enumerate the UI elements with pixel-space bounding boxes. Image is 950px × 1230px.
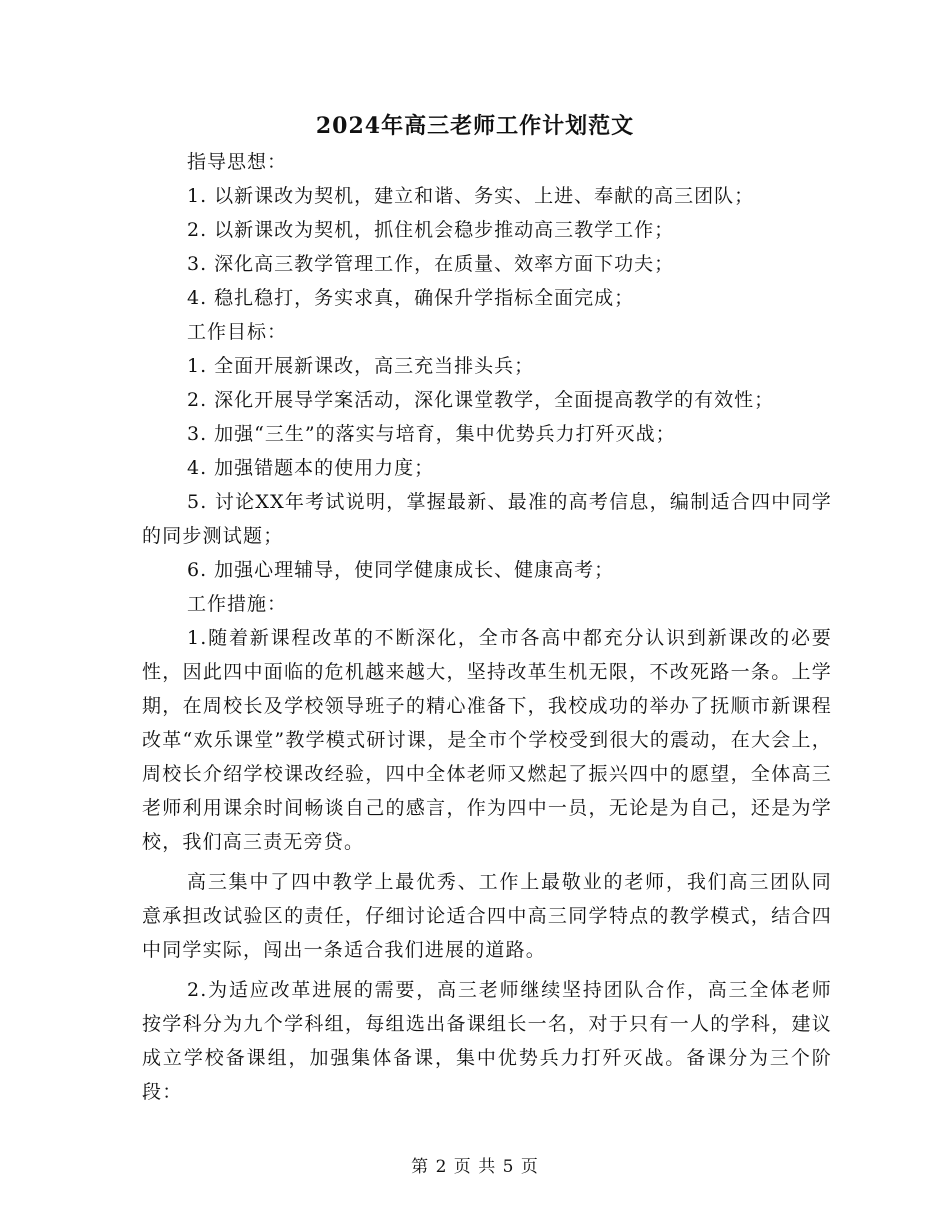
guiding-item: 2. 以新课改为契机，抓住机会稳步推动高三教学工作； bbox=[187, 219, 675, 241]
goal-item: 6. 加强心理辅导，使同学健康成长、健康高考； bbox=[187, 559, 615, 581]
document-body bbox=[142, 145, 832, 1109]
goal-item: 5. 讨论XX年考试说明，掌握最新、最准的高考信息，编制适合四中同学的同步测试题； bbox=[142, 491, 832, 547]
goal-item: 3. 加强“三生”的落实与培育，集中优势兵力打歼灭战； bbox=[187, 423, 676, 445]
guiding-item: 3. 深化高三教学管理工作，在质量、效率方面下功夫； bbox=[187, 253, 675, 275]
measures-heading: 工作措施： bbox=[187, 593, 288, 615]
measures-paragraph: 高三集中了四中教学上最优秀、工作上最敬业的老师，我们高三团队同意承担改试验区的责任，仔细讨论适合四中高三同学特点的教学模式，结合四中同学实际，闯出一条适合我们进展的道路。 bbox=[142, 871, 832, 961]
goal-item: 1. 全面开展新课改，高三充当排头兵； bbox=[187, 355, 535, 377]
page-number-footer bbox=[0, 1152, 950, 1177]
guiding-heading: 指导思想： bbox=[187, 151, 288, 173]
goal-item: 4. 加强错题本的使用力度； bbox=[187, 457, 435, 479]
goal-item: 2. 深化开展导学案活动，深化课堂教学，全面提高教学的有效性； bbox=[187, 389, 775, 411]
goals-heading: 工作目标： bbox=[187, 321, 288, 343]
document-title: 2024年高三老师工作计划范文 bbox=[315, 113, 635, 139]
measures-paragraph: 1.随着新课程改革的不断深化，全市各高中都充分认识到新课改的必要性，因此四中面临的危机越来越大，坚持改革生机无限，不改死路一条。上学期，在周校长及学校领导班子的精心准备下，我校成功的举办了抚顺市新课程改革“欢乐课堂”教学模式研讨课，是全市个学校受到很大的震动，在大会上，周校长介绍学校课改经验，四中全体老师又燃起了振兴四中的愿望，全体高三老师利用课余时间畅谈自己的感言，作为四中一员，无论是为自己，还是为学校，我们高三责无旁贷。 bbox=[142, 627, 832, 853]
measures-paragraph: 2.为适应改革进展的需要，高三老师继续坚持团队合作，高三全体老师按学科分为九个学科组，每组选出备课组长一名，对于只有一人的学科，建议成立学校备课组，加强集体备课，集中优势兵力打歼灭战。备课分为三个阶段： bbox=[142, 979, 832, 1103]
guiding-item: 4. 稳扎稳打，务实求真，确保升学指标全面完成； bbox=[187, 287, 635, 309]
page-number-label: 第 2 页 共 5 页 bbox=[411, 1157, 539, 1177]
guiding-item: 1. 以新课改为契机，建立和谐、务实、上进、奉献的高三团队； bbox=[187, 185, 755, 207]
